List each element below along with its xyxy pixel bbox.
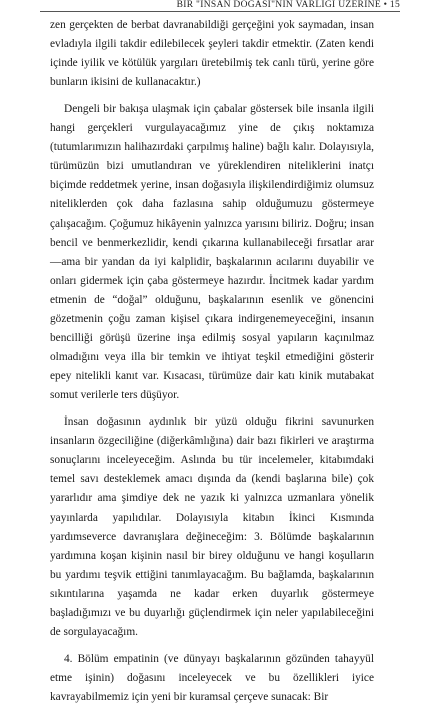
- paragraph: Dengeli bir bakışa ulaşmak için çabalar göstersek bile insanla ilgili hangi gerçekleri vurgulayacağımız yine de çıkış noktamıza (tutumlarımızın halihazırdaki çarpılmış haline) bağlı kalır. Dolayısıyla, türümüzün bizi umutlandıran ve yüreklendiren niteliklerini inatçı biçimde reddetmek yerine, insan doğasıyla ilişkilendirdiğimiz olumsuz niteliklerden çok daha fazlasına sahip olduğumuzu göstermeye çalışacağım. Çoğumuz hikâyenin yalnızca yarısını biliriz. Doğru; insan bencil ve benmerkezlidir, kendi çıkarına kullanabileceği fırsatlar arar—ama bir yandan da iyi kalplidir, başkalarının acılarını duyabilir ve onları gidermek için çaba göstermeye hazırdır. İncitmek kadar yardım etmenin de “doğal” olduğunu, başkalarının esenlik ve gönencini gözetmenin çoğu zaman kişisel çıkara indirgenemeyeceğini, insanın bencilliği görüşü üzerine inşa edilmiş sosyal yapıların kaçınılmaz olmadığını veya illa bir temkin ve ihtiyat teşkil etmediğini gösterir epey nitelikli kanıt var. Kısacası, türümüze dair katı kinik mutabakat somut verilerle ters düşüyor.: [50, 102, 374, 402]
- running-header: BİR "İNSAN DOĞASI"NIN VARLIĞI ÜZERİNE • 15: [176, 0, 400, 10]
- header-rule: [40, 11, 400, 12]
- body-text: [50, 16, 374, 707]
- paragraph: zen gerçekten de berbat davranabildiği gerçeğini yok saymadan, insan evladıyla ilgili takdir edilebilecek şeyleri takdir etmektir. (Zaten kendi içinde iyilik ve kötülük yargıları üretebilmiş tek canlı türü, yerine göre bunların ikisini de kullanacaktır.): [50, 19, 374, 89]
- paragraph: 4. Bölüm empatinin (ve dünyayı başkalarının gözünden tahayyül etme işinin) doğasını inceleyecek ve bu özellikleri iyice kavrayabilmemiz için yeni bir kuramsal çerçeve sunacak: Bir: [50, 652, 374, 703]
- paragraph: İnsan doğasının aydınlık bir yüzü olduğu fikrini savunurken insanların özgeciliğine (diğerkâmlığına) dair bazı fikirleri ve araştırma sonuçlarını inceleyeceğim. Aslında bu tür incelemeler, kitabımdaki temel savı desteklemek amacı dışında da (kendi başlarına bile) çok yararlıdır ama şimdiye dek ne yazık ki yalnızca uzmanlara yönelik yayınlarda yapılıdılar. Dolayısıyla kitabın İkinci Kısmında yardımseverce davranışlara değineceğim: 3. Bölümde başkalarının yardımına koşan kişinin nasıl bir birey olduğunu ve hangi koşulların bu yardımı teşvik ettiğini tanımlayacağım. Bu bağlamda, başkalarının sıkıntılarına yaşamda ne kadar erken duyarlık göstermeye başladığımızı ve bu duyarlığı güçlendirmek için neler yapılabileceğini de sorgulayacağım.: [50, 416, 374, 639]
